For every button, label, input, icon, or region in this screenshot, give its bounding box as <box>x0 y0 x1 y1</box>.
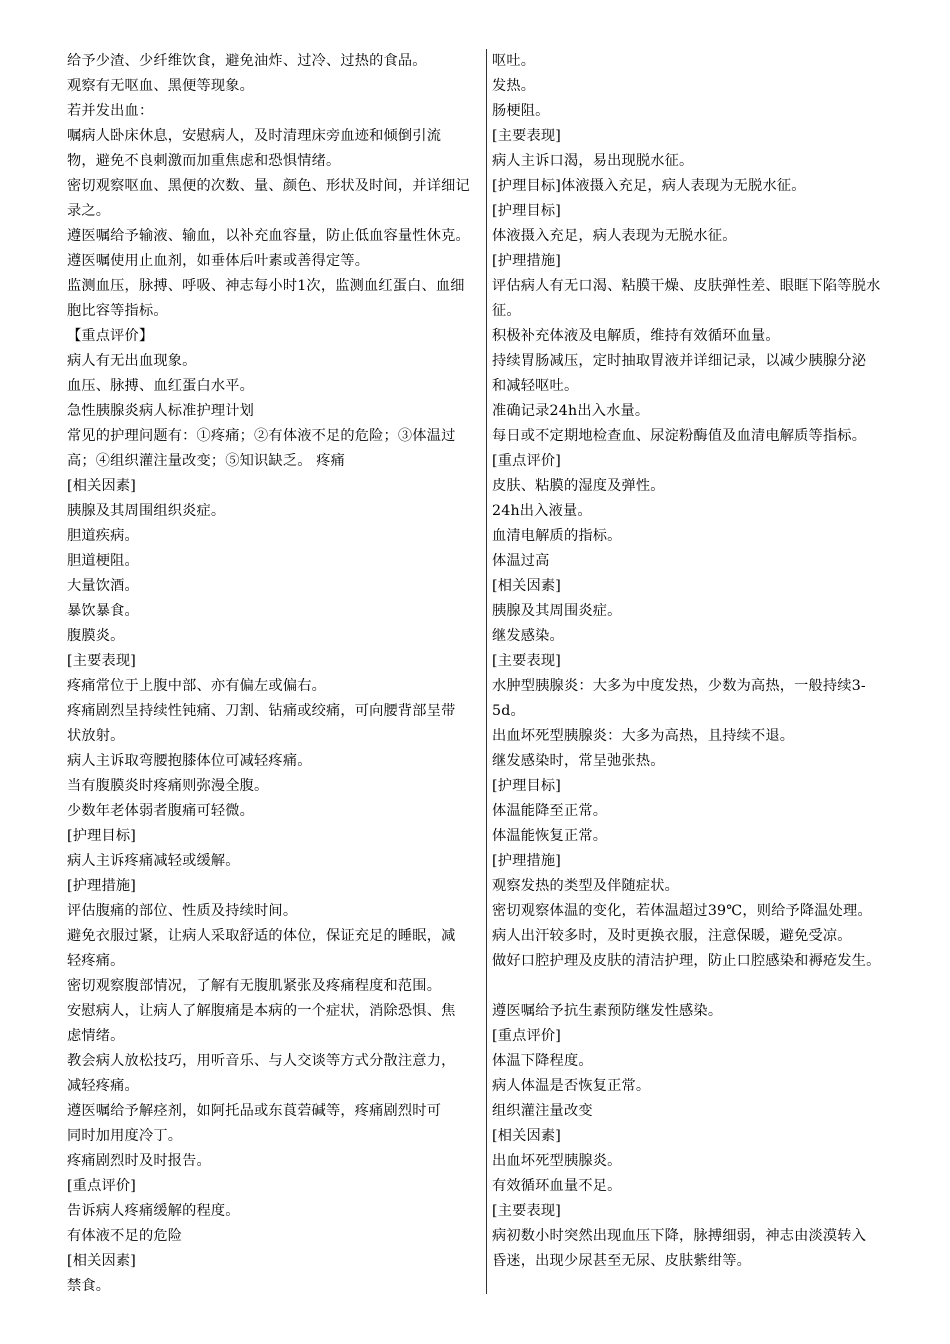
text-line: 继发感染。 <box>492 628 564 644</box>
text-line: 血清电解质的指标。 <box>492 528 622 544</box>
text-line: [主要表现] <box>492 1203 562 1219</box>
text-line: 轻疼痛。 <box>67 953 125 969</box>
text-line: 观察有无呕血、黑便等现象。 <box>67 78 255 94</box>
text-line: 同时加用度冷丁。 <box>67 1128 183 1144</box>
text-line: 水肿型胰腺炎：大多为中度发热，少数为高热，一般持续3- <box>492 678 866 694</box>
text-line: 和减轻呕吐。 <box>492 378 579 394</box>
text-line: 遵医嘱给予抗生素预防继发性感染。 <box>492 1003 723 1019</box>
text-line: 大量饮酒。 <box>67 578 139 594</box>
text-line: 胰腺及其周围组织炎症。 <box>67 503 226 519</box>
text-line: [相关因素] <box>67 478 137 494</box>
text-line: 评估病人有无口渴、粘膜干燥、皮肤弹性差、眼眶下陷等脱水 <box>492 278 881 294</box>
text-line: 胆道疾病。 <box>67 528 139 544</box>
text-line: 安慰病人，让病人了解腹痛是本病的一个症状，消除恐惧、焦 <box>67 1003 456 1019</box>
text-line: 腹膜炎。 <box>67 628 125 644</box>
text-line: 减轻疼痛。 <box>67 1078 139 1094</box>
left-text-column <box>67 49 480 1299</box>
text-line: 病初数小时突然出现血压下降，脉搏细弱，神志由淡漠转入 <box>492 1228 867 1244</box>
text-line: 急性胰腺炎病人标准护理计划 <box>67 403 255 419</box>
text-line: 有体液不足的危险 <box>67 1228 183 1244</box>
text-line: [护理目标] <box>492 203 562 219</box>
text-line: [相关因素] <box>492 1128 562 1144</box>
text-line: 告诉病人疼痛缓解的程度。 <box>67 1203 240 1219</box>
text-line: 密切观察腹部情况，了解有无腹肌紧张及疼痛程度和范围。 <box>67 978 442 994</box>
text-line: 胞比容等指标。 <box>67 303 168 319</box>
text-line: 呕吐。 <box>492 53 536 69</box>
text-line: 病人出汗较多时，及时更换衣服，注意保暖，避免受凉。 <box>492 928 852 944</box>
text-line: 密切观察呕血、黑便的次数、量、颜色、形状及时间，并详细记 <box>67 178 470 194</box>
text-line: [护理目标] <box>492 778 562 794</box>
right-text-column <box>492 49 905 1274</box>
text-line: 【重点评价】 <box>67 328 154 344</box>
text-line: 胰腺及其周围炎症。 <box>492 603 622 619</box>
text-line: 遵医嘱给予解痉剂，如阿托品或东莨菪碱等，疼痛剧烈时可 <box>67 1103 442 1119</box>
text-line: [相关因素] <box>492 578 562 594</box>
text-line: 病人体温是否恢复正常。 <box>492 1078 651 1094</box>
text-line: 昏迷，出现少尿甚至无尿、皮肤紫绀等。 <box>492 1253 751 1269</box>
text-line: 血压、脉搏、血红蛋白水平。 <box>67 378 255 394</box>
text-line: 肠梗阻。 <box>492 103 550 119</box>
text-line <box>492 974 905 999</box>
text-line: 继发感染时，常呈弛张热。 <box>492 753 665 769</box>
text-line: [护理目标]体液摄入充足，病人表现为无脱水征。 <box>492 178 806 194</box>
column-divider <box>486 49 487 1294</box>
text-line: 观察发热的类型及伴随症状。 <box>492 878 680 894</box>
text-line: [相关因素] <box>67 1253 137 1269</box>
text-line: 常见的护理问题有：①疼痛；②有体液不足的危险；③体温过 <box>67 428 456 444</box>
text-line: 准确记录24h出入水量。 <box>492 403 650 419</box>
text-line: [主要表现] <box>492 128 562 144</box>
text-line: 有效循环血量不足。 <box>492 1178 622 1194</box>
text-line: 病人主诉取弯腰抱膝体位可减轻疼痛。 <box>67 753 312 769</box>
text-line: 虑情绪。 <box>67 1028 125 1044</box>
text-line: 少数年老体弱者腹痛可轻微。 <box>67 803 255 819</box>
text-line: 病人主诉疼痛减轻或缓解。 <box>67 853 240 869</box>
text-line: 评估腹痛的部位、性质及持续时间。 <box>67 903 298 919</box>
text-line: 每日或不定期地检查血、尿淀粉酶值及血清电解质等指标。 <box>492 428 867 444</box>
text-line: [护理措施] <box>67 878 137 894</box>
text-line: 暴饮暴食。 <box>67 603 139 619</box>
text-line: [护理目标] <box>67 828 137 844</box>
text-line: 发热。 <box>492 78 536 94</box>
text-line: 组织灌注量改变 <box>492 1103 593 1119</box>
text-line: [重点评价] <box>492 453 562 469</box>
text-line: 体温能恢复正常。 <box>492 828 608 844</box>
text-line: 遵医嘱给予输液、输血，以补充血容量，防止低血容量性休克。 <box>67 228 470 244</box>
text-line: 5d。 <box>492 703 525 719</box>
text-line: 体液摄入充足，病人表现为无脱水征。 <box>492 228 737 244</box>
text-line: 遵医嘱使用止血剂，如垂体后叶素或善得定等。 <box>67 253 370 269</box>
text-line: 监测血压，脉搏、呼吸、神志每小时1次，监测血红蛋白、血细 <box>67 278 465 294</box>
text-line: 避免衣服过紧，让病人采取舒适的体位，保证充足的睡眠，减 <box>67 928 456 944</box>
text-line: 征。 <box>492 303 521 319</box>
text-line: 教会病人放松技巧，用听音乐、与人交谈等方式分散注意力， <box>67 1053 456 1069</box>
text-line: 持续胃肠减压，定时抽取胃液并详细记录，以减少胰腺分泌 <box>492 353 867 369</box>
text-line: 物，避免不良刺激而加重焦虑和恐惧情绪。 <box>67 153 341 169</box>
text-line: [主要表现] <box>67 653 137 669</box>
text-line: 禁食。 <box>67 1278 111 1294</box>
text-line: 状放射。 <box>67 728 125 744</box>
text-line: 病人主诉口渴，易出现脱水征。 <box>492 153 694 169</box>
text-line: 病人有无出血现象。 <box>67 353 197 369</box>
text-line: 积极补充体液及电解质，维持有效循环血量。 <box>492 328 780 344</box>
text-line: 出血坏死型胰腺炎。 <box>492 1153 622 1169</box>
text-line: 高；④组织灌注量改变；⑤知识缺乏。 疼痛 <box>67 453 346 469</box>
text-line: 疼痛常位于上腹中部、亦有偏左或偏右。 <box>67 678 326 694</box>
text-line: 胆道梗阻。 <box>67 553 139 569</box>
text-line: 24h出入液量。 <box>492 503 592 519</box>
text-line: [护理措施] <box>492 253 562 269</box>
text-line: 录之。 <box>67 203 111 219</box>
text-line: [主要表现] <box>492 653 562 669</box>
text-line: 疼痛剧烈时及时报告。 <box>67 1153 211 1169</box>
text-line: 做好口腔护理及皮肤的清洁护理，防止口腔感染和褥疮发生。 <box>492 953 881 969</box>
text-line: 给予少渣、少纤维饮食，避免油炸、过冷、过热的食品。 <box>67 53 427 69</box>
text-line: 体温过高 <box>492 553 550 569</box>
text-line: [重点评价] <box>67 1178 137 1194</box>
text-line: [重点评价] <box>492 1028 562 1044</box>
text-line: [护理措施] <box>492 853 562 869</box>
text-line: 若并发出血： <box>67 103 154 119</box>
text-line: 出血坏死型胰腺炎：大多为高热，且持续不退。 <box>492 728 795 744</box>
text-line: 疼痛剧烈呈持续性钝痛、刀割、钻痛或绞痛，可向腰背部呈带 <box>67 703 456 719</box>
text-line: 皮肤、粘膜的湿度及弹性。 <box>492 478 665 494</box>
text-line: 体温下降程度。 <box>492 1053 593 1069</box>
text-line: 密切观察体温的变化，若体温超过39℃，则给予降温处理。 <box>492 903 872 919</box>
text-line: 当有腹膜炎时疼痛则弥漫全腹。 <box>67 778 269 794</box>
text-line: 嘱病人卧床休息，安慰病人，及时清理床旁血迹和倾倒引流 <box>67 128 442 144</box>
text-line: 体温能降至正常。 <box>492 803 608 819</box>
